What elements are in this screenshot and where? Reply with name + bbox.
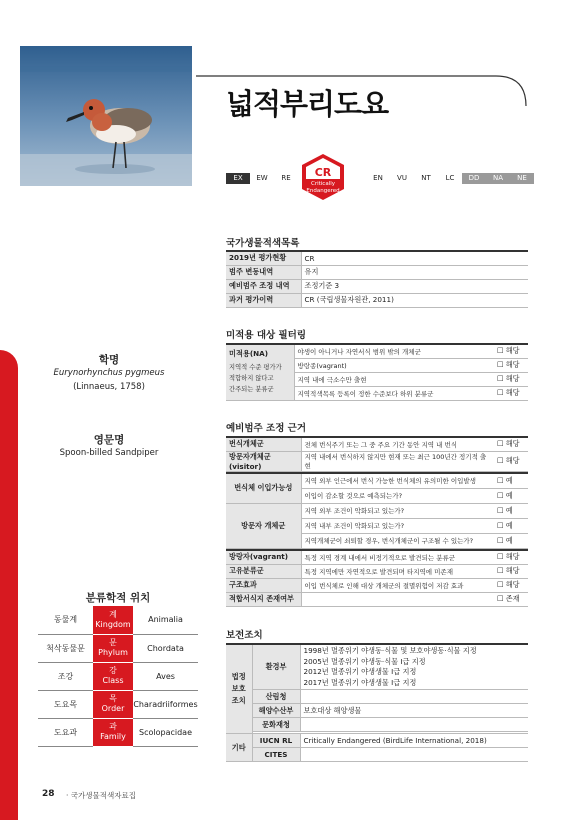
redlist-title: 국가생물적색목록 [226,238,300,249]
filter-sub-2: 적합하지 않다고 [229,375,274,382]
taxonomy-row [38,634,198,662]
redlist-table [226,250,528,308]
row-label: 예비범주 조정 내역 [226,279,301,293]
row-text: 전체 번식주기 또는 그 중 주요 기간 동안 지역 내 번식 [301,437,494,451]
table-row [226,564,528,578]
env-lines [300,644,528,690]
side-tab [0,350,18,820]
rank-ko: 문 [109,638,117,647]
filter-head: 미적용(NA) [229,349,268,358]
rank-cell [93,718,133,746]
taxon-ko: 척삭동물문 [38,634,93,662]
taxon-ko: 도요목 [38,690,93,718]
checkbox-ye[interactable]: ☐ 예 [494,503,528,518]
checkbox-hae-dang[interactable]: ☐ 해당 [494,386,528,400]
taxon-ko: 동물계 [38,606,93,634]
row-value: 조정기준 3 [301,279,528,293]
table-row [226,437,528,451]
immigration-label: 번식체 이입가능성 [226,473,301,503]
taxonomy-row [38,718,198,746]
checkbox-hae-dang[interactable]: ☐ 해당 [494,372,528,386]
row-text: 지역 외부 조건이 악화되고 있는가? [301,503,494,518]
cat-vu: VU [397,174,407,182]
row-value: CR (국립생물자원관, 2011) [301,293,528,307]
taxon-latin: Charadriiformes [133,690,198,718]
sci-name-label: 학명 [98,354,120,366]
cat-lc: LC [445,174,455,182]
filter-table [226,343,528,401]
culture-label: 문화재청 [252,718,300,732]
adjust-table-mid [226,472,528,549]
row-text: 특정 지역에만 자연적으로 발견되며 타지역에 미존재 [301,564,494,578]
rank-ko: 목 [109,694,117,703]
visitor-label: 방문자 개체군 [226,503,301,548]
page-title: 넓적부리도요 [226,87,389,121]
sci-name: Eurynorhynchus pygmeus [53,368,165,378]
filter-text: 지역적색목록 등록이 정한 수준보다 하위 분류군 [294,386,494,400]
taxon-latin: Scolopacidae [133,718,198,746]
table-row [226,344,528,358]
checkbox-hae-dang[interactable]: ☐ 해당 [494,550,528,564]
etc-label: 기타 [226,734,252,762]
row-text: 특정 지역 경계 내에서 비정기적으로 발견되는 분류군 [301,550,494,564]
filter-title: 미적용 대상 필터링 [226,330,307,341]
checkbox-hae-dang[interactable]: ☐ 해당 [494,451,528,471]
rank-en: Order [101,704,125,713]
rank-ko: 과 [109,722,117,731]
table-row [226,690,528,704]
checkbox-hae-dang[interactable]: ☐ 해당 [494,344,528,358]
iucn-value: Critically Endangered (BirdLife International, 2018) [300,734,528,748]
sci-author: (Linnaeus, 1758) [73,382,145,392]
checkbox-ye[interactable]: ☐ 예 [494,473,528,488]
table-row [226,550,528,564]
filter-text: 방랑종(vagrant) [294,358,494,372]
table-row [226,279,528,293]
cat-re: RE [281,174,291,182]
adjust-table-bottom [226,549,528,607]
row-label: 고유분류군 [226,564,301,578]
cat-nt: NT [421,174,431,182]
forest-value [300,690,528,704]
rank-ko: 계 [109,609,117,619]
taxonomy-title: 분류학적 위치 [85,592,151,604]
iucn-category-strip [226,172,534,185]
table-row [226,718,528,732]
forest-label: 산림청 [252,690,300,704]
taxon-latin: Animalia [133,606,198,634]
table-row [226,748,528,762]
env-line: 2012년 멸종위기 야생생물 Ⅰ급 지정 [303,667,417,676]
taxon-ko: 조강 [38,662,93,690]
cat-ne: NE [510,173,534,184]
checkbox-ye[interactable]: ☐ 예 [494,518,528,533]
env-label: 환경부 [252,644,300,690]
rank-cell [93,634,133,662]
cat-en: EN [373,174,383,182]
filter-head-cell [226,344,294,400]
taxonomy-row [38,690,198,718]
legal-label-2: 보호 [231,684,246,693]
rank-en: Kingdom [95,619,131,629]
rank-en: Family [100,732,126,741]
taxon-ko: 도요과 [38,718,93,746]
cat-ex: EX [226,173,250,184]
checkbox-hae-dang[interactable]: ☐ 해당 [494,358,528,372]
row-value: 유지 [301,265,528,279]
species-photo [20,46,192,186]
cites-value [300,748,528,762]
table-row [226,265,528,279]
book-title: · 국가생물적색자료집 [66,791,136,800]
checkbox-ye[interactable]: ☐ 예 [494,488,528,503]
row-label: 구조효과 [226,578,301,592]
adjust-table-top [226,436,528,472]
row-label: 방랑자(vagrant) [226,550,301,564]
table-row [226,451,528,471]
table-row [226,251,528,265]
common-name-label: 영문명 [93,434,125,446]
taxonomy-row [38,662,198,690]
row-text: 지역개체군이 쇠퇴할 경우, 번식개체군이 구조될 수 있는가? [301,533,494,548]
checkbox-ye[interactable]: ☐ 예 [494,533,528,548]
legal-label-1: 법정 [231,672,246,681]
row-text: 지역 내부 조건이 악화되고 있는가? [301,518,494,533]
table-row [226,293,528,307]
page-number: 28 [42,789,55,799]
taxon-latin: Aves [133,662,198,690]
table-row [226,592,528,606]
env-line: 1998년 멸종위기 야생동·식물 및 보호야생동·식물 지정 [303,646,477,655]
fish-label: 해양수산부 [252,704,300,718]
cat-ew: EW [256,174,268,182]
filter-text: 야생이 아니거나 자연서식 범위 밖의 개체군 [294,344,494,358]
filter-sub-1: 지역적 수준 평가가 [229,364,282,371]
rank-cell [93,690,133,718]
env-line: 2017년 멸종위기 야생생물 Ⅰ급 지정 [303,677,417,687]
protect-title: 보전조치 [226,630,263,641]
row-text: 지역 내에서 번식하지 않지만 현재 또는 최근 100년간 정기적 출현 [301,451,494,471]
row-text [301,592,494,606]
rank-en: Phylum [98,648,128,657]
row-label: 적합서식지 존재여부 [226,592,301,606]
table-row [226,704,528,718]
checkbox-hae-dang[interactable]: ☐ 해당 [494,564,528,578]
cr-full-label: Critically Endangered [306,181,340,194]
row-label: 번식개체군 [226,437,301,451]
legal-label [226,644,252,734]
row-label: 범주 변동내역 [226,265,301,279]
row-label: 방문자개체군(visitor) [226,451,301,471]
adjust-title: 예비범주 조정 근거 [226,423,307,434]
table-row [226,644,528,690]
row-label: 과거 평가이력 [226,293,301,307]
table-row [226,578,528,592]
protect-table [226,643,528,762]
row-text: 이입 번식체로 인해 대상 개체군의 절멸위험이 저감 효과 [301,578,494,592]
rank-cell [93,606,133,634]
cr-label: CR [314,166,332,179]
taxonomy-table [38,606,198,747]
fish-value: 보호대상 해양생물 [300,704,528,718]
book-title-text: 국가생물적색자료집 [70,791,136,800]
row-text: 이입이 감소할 것으로 예측되는가? [301,488,494,503]
table-row [226,503,528,518]
checkbox-hae-dang[interactable]: ☐ 해당 [494,437,528,451]
checkbox-exists[interactable]: ☐ 존재 [494,592,528,606]
culture-value [300,718,528,732]
rank-cell [93,662,133,690]
common-name: Spoon-billed Sandpiper [59,448,159,458]
row-label: 2019년 평가현황 [226,251,301,265]
iucn-label: IUCN RL [252,734,300,748]
cites-label: CITES [252,748,300,762]
legal-label-3: 조치 [231,696,246,705]
taxonomy-row [38,606,198,634]
env-line: 2005년 멸종위기 야생동·식물 Ⅰ급 지정 [303,656,426,666]
filter-text: 지역 내에 극소수만 출현 [294,372,494,386]
table-row [226,734,528,748]
rank-en: Class [102,676,124,685]
cat-na: NA [486,173,510,184]
rank-ko: 강 [109,666,117,675]
row-value: CR [301,251,528,265]
checkbox-hae-dang[interactable]: ☐ 해당 [494,578,528,592]
taxon-latin: Chordata [133,634,198,662]
row-text: 지역 외부 인근에서 번식 가능한 번식체의 유의미한 이입발생 [301,473,494,488]
filter-sub-3: 간주되는 분류군 [229,386,274,393]
table-row [226,473,528,488]
cat-dd: DD [462,173,486,184]
